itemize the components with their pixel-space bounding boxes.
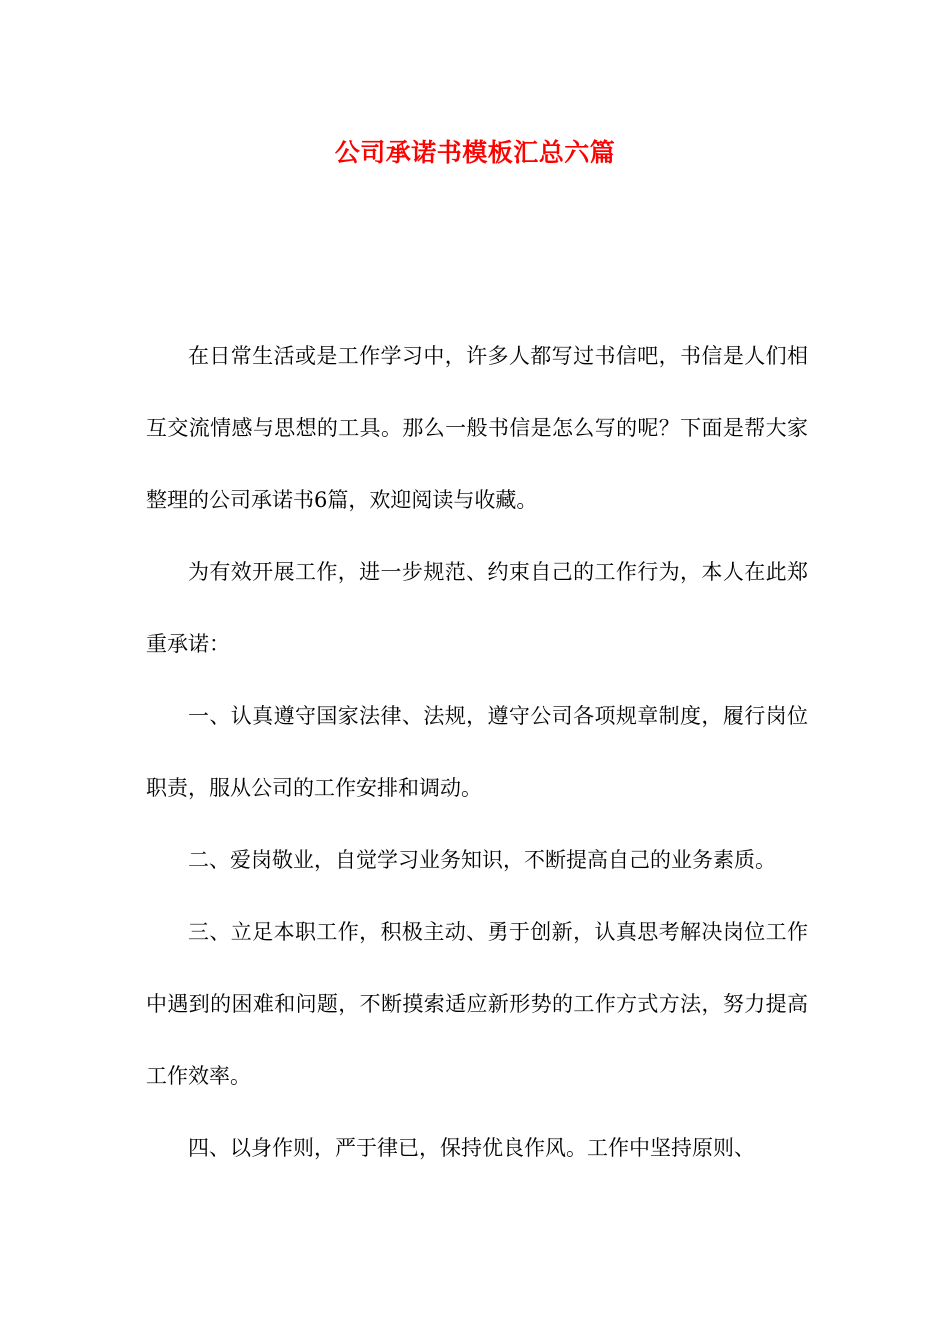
paragraph-item-2: 二、爱岗敬业，自觉学习业务知识，不断提高自己的业务素质。 [188, 848, 776, 872]
document-body [146, 320, 808, 1184]
document-title: 公司承诺书模板汇总六篇 [334, 138, 616, 167]
paragraph-pledge-lead: 为有效开展工作，进一步规范、约束自己的工作行为，本人在此郑重承诺： [146, 560, 808, 656]
paragraph-intro: 在日常生活或是工作学习中，许多人都写过书信吧，书信是人们相互交流情感与思想的工具。那么一般书信是怎么写的呢？下面是帮大家整理的公司承诺书6篇，欢迎阅读与收藏。 [146, 344, 808, 512]
paragraph-item-4: 四、以身作则，严于律已，保持优良作风。工作中坚持原则、 [188, 1136, 755, 1160]
paragraph-item-1: 一、认真遵守国家法律、法规，遵守公司各项规章制度，履行岗位职责，服从公司的工作安排和调动。 [146, 704, 808, 800]
paragraph-item-3: 三、立足本职工作，积极主动、勇于创新，认真思考解决岗位工作中遇到的困难和问题，不断摸索适应新形势的工作方式方法，努力提高工作效率。 [146, 920, 808, 1088]
